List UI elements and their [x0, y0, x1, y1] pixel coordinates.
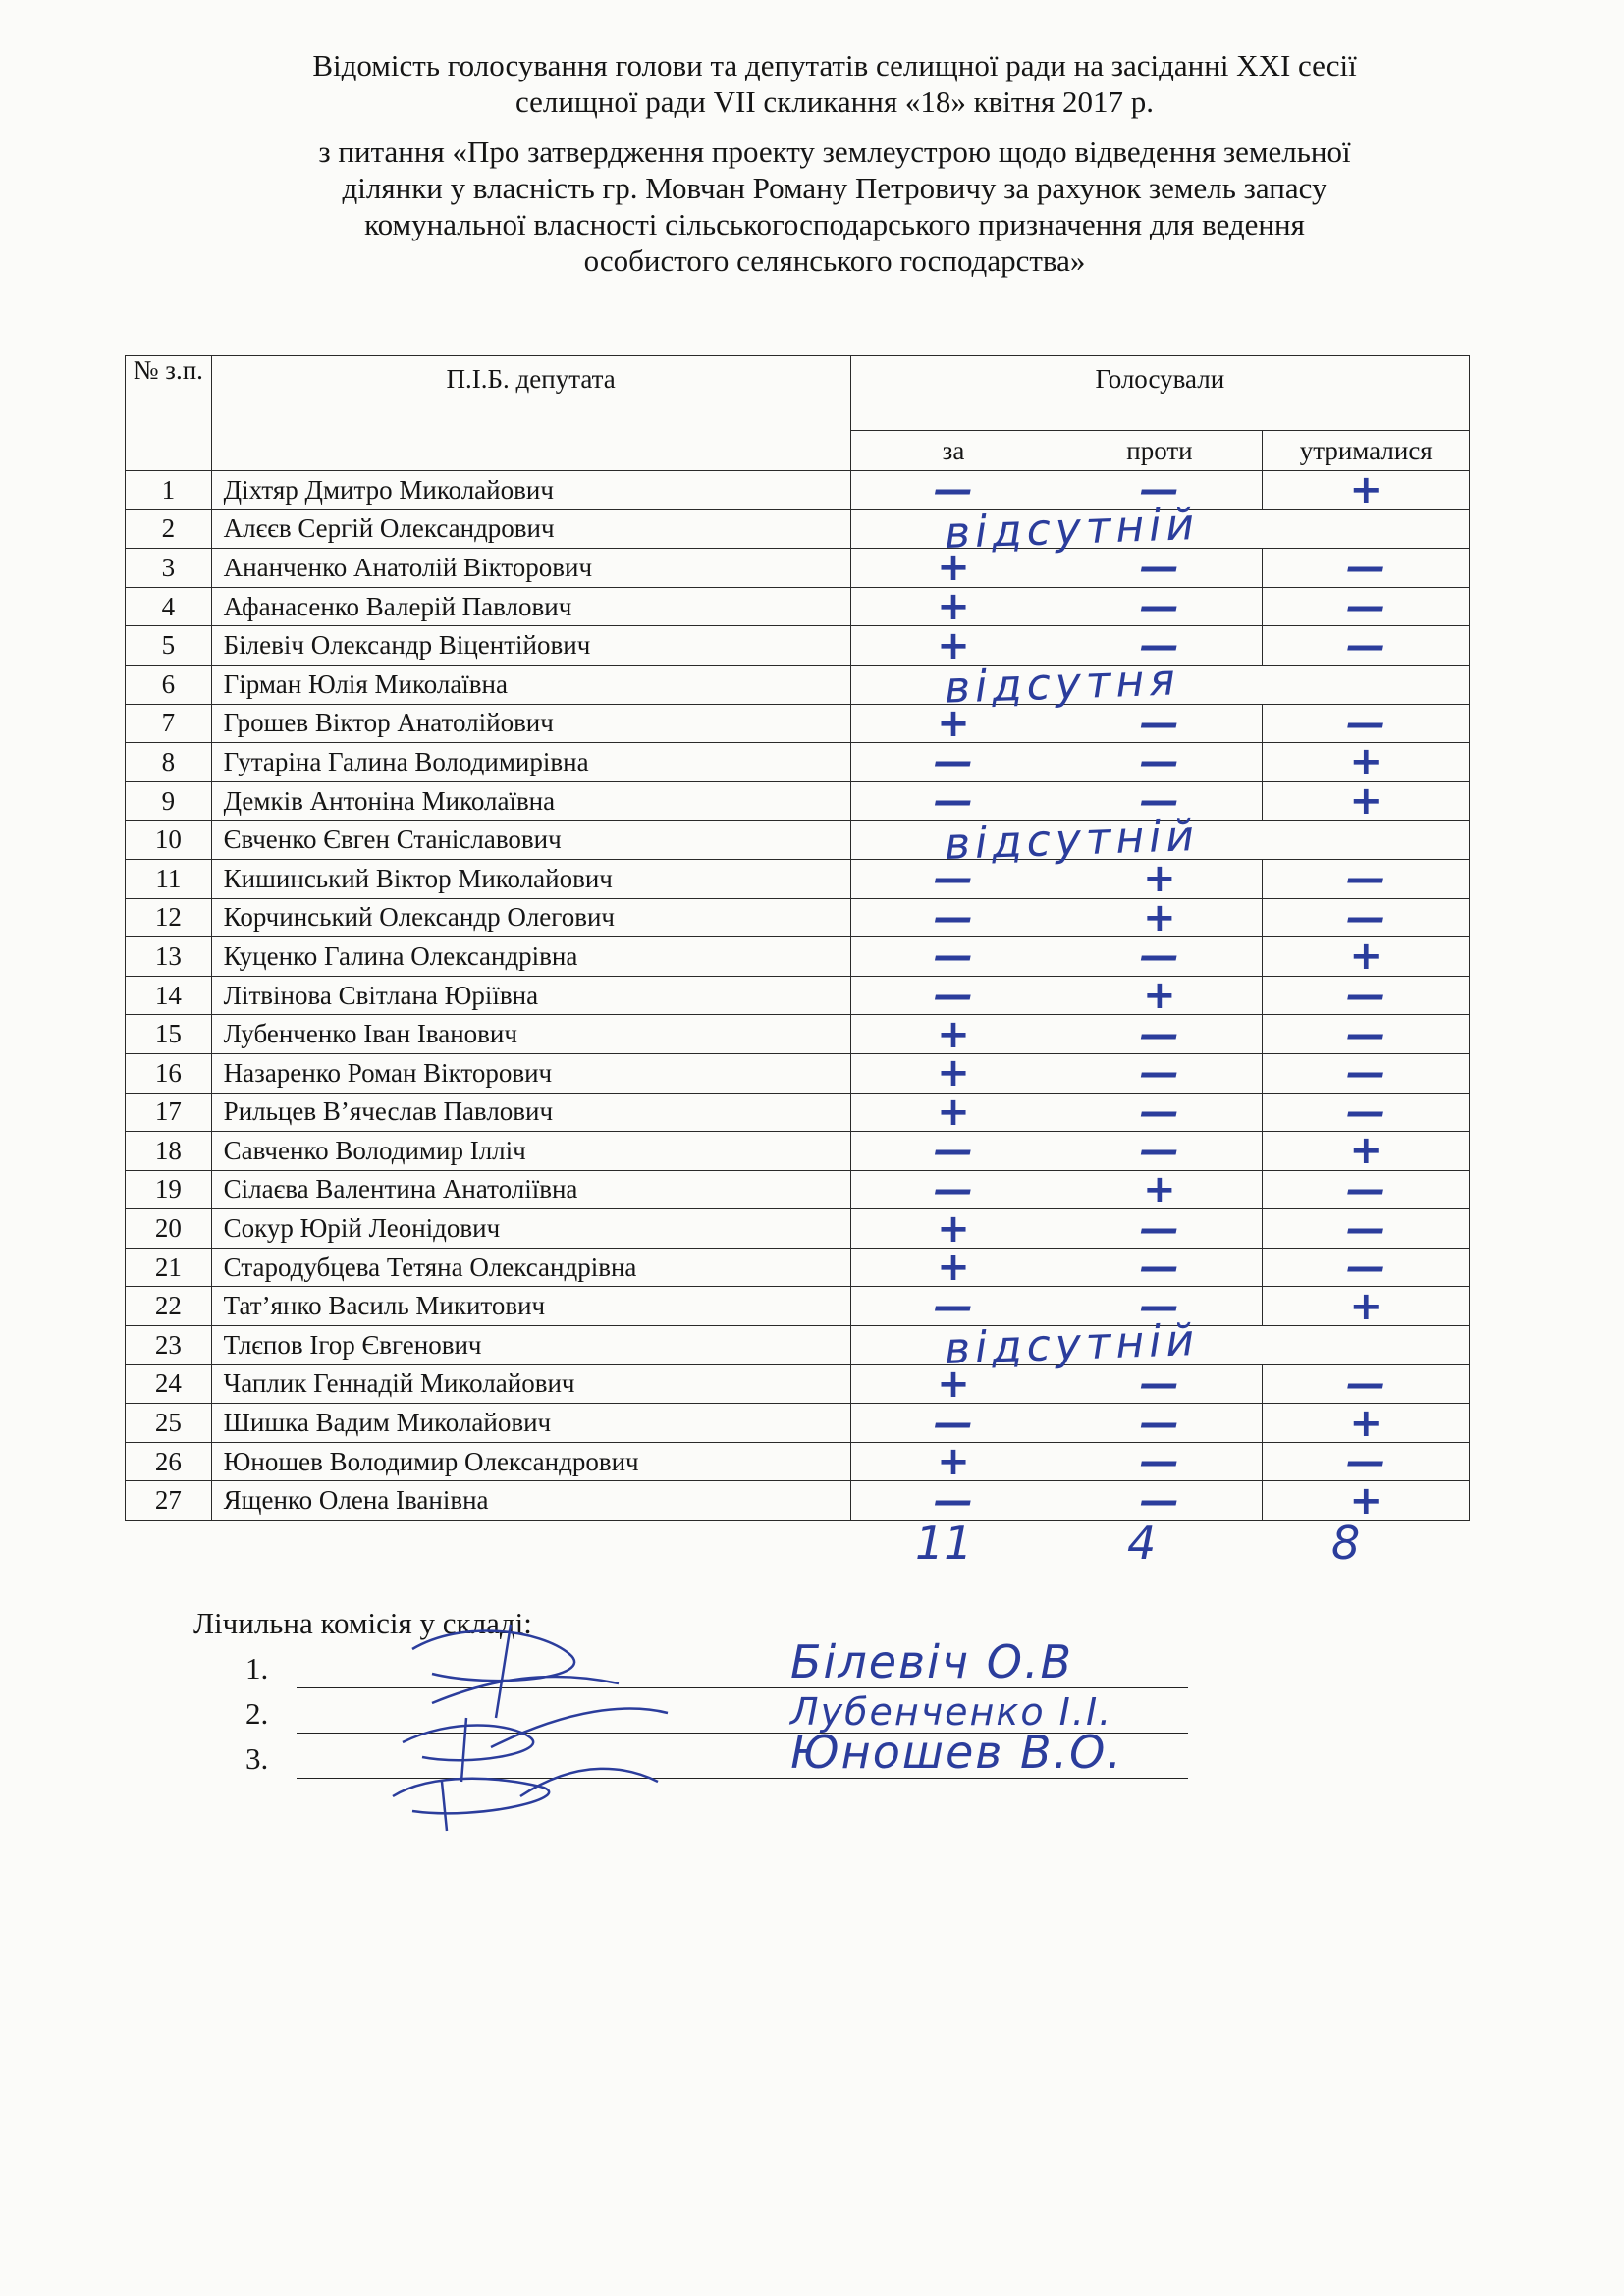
- vote-against-cell: [1056, 1361, 1263, 1407]
- vote-for-mark: +: [937, 1205, 970, 1252]
- deputy-name: Кишинський Віктор Миколайович: [211, 859, 850, 898]
- vote-for-mark: —: [934, 1166, 973, 1212]
- deputy-name: Грошев Віктор Анатолійович: [211, 704, 850, 743]
- vote-for-cell: [850, 622, 1056, 668]
- header-voted: [850, 356, 1469, 431]
- total-against: 4: [1127, 1517, 1157, 1570]
- vote-for-mark: +: [937, 1439, 970, 1485]
- vote-for-cell: [850, 973, 1056, 1019]
- deputy-name: Тлєпов Ігор Євгенович: [211, 1326, 850, 1365]
- row-number: 27: [126, 1481, 212, 1521]
- vote-for-mark: —: [934, 1128, 973, 1174]
- vote-for-cell: [850, 1089, 1056, 1135]
- row-number: 9: [126, 781, 212, 821]
- deputy-name: Білевіч Олександр Віцентійович: [211, 626, 850, 666]
- absent-note: відсутній: [943, 1315, 1200, 1375]
- deputy-name: Гірман Юлія Миколаївна: [211, 665, 850, 704]
- vote-abstain-mark: —: [1346, 700, 1386, 746]
- table-row: [126, 898, 1470, 937]
- vote-for-cell: [850, 1400, 1056, 1446]
- deputy-name: Рильцев В’ячеслав Павлович: [211, 1093, 850, 1132]
- table-row: [126, 1209, 1470, 1249]
- vote-abstain-mark: —: [1346, 1361, 1386, 1407]
- row-number: 24: [126, 1364, 212, 1404]
- table-row: [126, 1093, 1470, 1132]
- table-row: [126, 1170, 1470, 1209]
- row-number: 26: [126, 1442, 212, 1481]
- row-number: 20: [126, 1209, 212, 1249]
- vote-against-mark: —: [1139, 467, 1179, 513]
- vote-for-cell: [850, 1128, 1056, 1174]
- vote-abstain-mark: —: [1346, 622, 1386, 668]
- total-abstain: 8: [1331, 1517, 1361, 1570]
- vote-for-mark: —: [934, 856, 973, 902]
- row-number: 25: [126, 1404, 212, 1443]
- vote-against-cell: [1056, 1089, 1263, 1135]
- absent-cell: [850, 810, 1469, 870]
- vote-against-mark: —: [1139, 545, 1179, 591]
- vote-abstain-mark: —: [1346, 1050, 1386, 1096]
- deputy-name: Діхтяр Дмитро Миколайович: [211, 471, 850, 510]
- vote-against-mark: +: [1143, 1166, 1176, 1212]
- vote-abstain-mark: +: [1349, 934, 1382, 980]
- table-row: [126, 859, 1470, 898]
- vote-for-mark: —: [934, 739, 973, 785]
- deputy-name: Алєєв Сергій Олександрович: [211, 509, 850, 549]
- row-number: 1: [126, 471, 212, 510]
- member-number: 3.: [245, 1741, 269, 1776]
- vote-against-cell: [1056, 1439, 1263, 1485]
- vote-for-mark: —: [934, 894, 973, 940]
- vote-for-mark: +: [937, 584, 970, 630]
- vote-abstain-cell: [1263, 1011, 1470, 1057]
- vote-abstain-cell: [1263, 1245, 1470, 1291]
- vote-abstain-cell: [1263, 467, 1470, 513]
- table-row: [126, 937, 1470, 977]
- title-line: селищної ради VІІ скликання «18» квітня 2017 р.: [514, 84, 1155, 119]
- member-name: Юношев В.О.: [790, 1726, 1124, 1779]
- vote-abstain-cell: [1263, 856, 1470, 902]
- vote-against-cell: [1056, 1011, 1263, 1057]
- table-row: [126, 665, 1470, 704]
- vote-against-mark: —: [1139, 1400, 1179, 1446]
- row-number: 22: [126, 1287, 212, 1326]
- table-row: [126, 1132, 1470, 1171]
- vote-abstain-mark: +: [1349, 1400, 1382, 1446]
- vote-against-mark: +: [1143, 973, 1176, 1019]
- deputy-name: Афанасенко Валерій Павлович: [211, 587, 850, 626]
- vote-for-cell: [850, 778, 1056, 825]
- row-number: 13: [126, 937, 212, 977]
- absent-note: відсутній: [943, 499, 1200, 559]
- vote-for-cell: [850, 1166, 1056, 1212]
- vote-against-cell: [1056, 739, 1263, 785]
- vote-for-cell: [850, 1439, 1056, 1485]
- absent-cell: [850, 499, 1469, 559]
- commission-label: Лічильна комісія у складі:: [193, 1606, 532, 1640]
- vote-abstain-mark: +: [1349, 1283, 1382, 1329]
- vote-abstain-cell: [1263, 1089, 1470, 1135]
- vote-against-cell: [1056, 700, 1263, 746]
- vote-abstain-mark: +: [1349, 1477, 1382, 1523]
- header-name-label: П.І.Б. депутата: [446, 364, 616, 394]
- row-number: 6: [126, 665, 212, 704]
- vote-against-mark: —: [1139, 1361, 1179, 1407]
- vote-against-mark: —: [1139, 622, 1179, 668]
- row-number: 3: [126, 549, 212, 588]
- member-name: Білевіч О.В: [790, 1635, 1074, 1688]
- vote-abstain-cell: [1263, 1283, 1470, 1329]
- vote-against-mark: —: [1139, 1050, 1179, 1096]
- row-number: 19: [126, 1170, 212, 1209]
- table-row: [126, 1015, 1470, 1054]
- vote-for-cell: [850, 934, 1056, 980]
- vote-for-cell: [850, 545, 1056, 591]
- vote-abstain-cell: [1263, 1477, 1470, 1523]
- vote-against-mark: +: [1143, 894, 1176, 940]
- signature-scribbles: [373, 1610, 687, 1836]
- table-row: [126, 1326, 1470, 1365]
- deputy-name: Корчинський Олександр Олегович: [211, 898, 850, 937]
- vote-for-mark: +: [937, 622, 970, 668]
- vote-abstain-cell: [1263, 700, 1470, 746]
- deputy-name: Сілаєва Валентина Анатоліївна: [211, 1170, 850, 1209]
- deputy-name: Сокур Юрій Леонідович: [211, 1209, 850, 1249]
- vote-for-mark: —: [934, 973, 973, 1019]
- vote-against-mark: —: [1139, 1128, 1179, 1174]
- deputy-name: Гутаріна Галина Володимирівна: [211, 743, 850, 782]
- vote-abstain-mark: —: [1346, 1205, 1386, 1252]
- vote-for-cell: [850, 700, 1056, 746]
- title-line: ділянки у власність гр. Мовчан Роману Петровичу за рахунок земель запасу: [342, 171, 1327, 205]
- vote-for-cell: [850, 1050, 1056, 1096]
- deputy-name: Савченко Володимир Ілліч: [211, 1132, 850, 1171]
- vote-for-cell: [850, 1477, 1056, 1523]
- vote-for-mark: +: [937, 700, 970, 746]
- member-number: 2.: [245, 1696, 269, 1731]
- vote-for-cell: [850, 1361, 1056, 1407]
- deputy-name: Тат’янко Василь Микитович: [211, 1287, 850, 1326]
- vote-against-mark: —: [1139, 1245, 1179, 1291]
- table-row: [126, 1404, 1470, 1443]
- table-row: [126, 471, 1470, 510]
- deputy-name: Ананченко Анатолій Вікторович: [211, 549, 850, 588]
- header-number: № з.п.: [126, 356, 212, 471]
- title-line: комунальної власності сільськогосподарського призначення для ведення: [364, 207, 1305, 241]
- vote-against-mark: —: [1139, 1205, 1179, 1252]
- member-number: 1.: [245, 1651, 269, 1685]
- row-number: 11: [126, 859, 212, 898]
- voting-rows: [126, 467, 1470, 1523]
- table-row: [126, 781, 1470, 821]
- row-number: 10: [126, 821, 212, 860]
- row-number: 23: [126, 1326, 212, 1365]
- vote-for-mark: —: [934, 467, 973, 513]
- vote-against-mark: +: [1143, 856, 1176, 902]
- vote-abstain-mark: —: [1346, 1011, 1386, 1057]
- vote-abstain-cell: [1263, 739, 1470, 785]
- vote-abstain-mark: +: [1349, 778, 1382, 825]
- vote-against-mark: —: [1139, 1439, 1179, 1485]
- deputy-name: Літвінова Світлана Юріївна: [211, 976, 850, 1015]
- vote-against-cell: [1056, 934, 1263, 980]
- vote-abstain-mark: —: [1346, 856, 1386, 902]
- row-number: 15: [126, 1015, 212, 1054]
- vote-against-cell: [1056, 1166, 1263, 1212]
- row-number: 21: [126, 1248, 212, 1287]
- vote-abstain-mark: —: [1346, 1439, 1386, 1485]
- vote-abstain-mark: —: [1346, 1166, 1386, 1212]
- vote-abstain-mark: —: [1346, 894, 1386, 940]
- vote-for-mark: —: [934, 1400, 973, 1446]
- deputy-name: Євченко Євген Станіславович: [211, 821, 850, 860]
- table-row: [126, 976, 1470, 1015]
- deputy-name: Шишка Вадим Миколайович: [211, 1404, 850, 1443]
- vote-for-mark: —: [934, 1477, 973, 1523]
- total-for: 11: [915, 1517, 973, 1570]
- vote-abstain-cell: [1263, 1166, 1470, 1212]
- table-row: [126, 1053, 1470, 1093]
- document-title: [147, 47, 1522, 120]
- document-subject: [147, 133, 1522, 279]
- vote-for-mark: +: [937, 1089, 970, 1135]
- vote-for-mark: +: [937, 1050, 970, 1096]
- vote-abstain-cell: [1263, 584, 1470, 630]
- vote-against-cell: [1056, 1050, 1263, 1096]
- vote-against-mark: —: [1139, 1011, 1179, 1057]
- table-row: [126, 1442, 1470, 1481]
- row-number: 16: [126, 1053, 212, 1093]
- vote-for-cell: [850, 739, 1056, 785]
- vote-abstain-cell: [1263, 894, 1470, 940]
- row-number: 12: [126, 898, 212, 937]
- vote-abstain-mark: —: [1346, 1089, 1386, 1135]
- header-for: за: [850, 431, 1056, 471]
- header-name: [211, 356, 850, 471]
- vote-against-cell: [1056, 584, 1263, 630]
- vote-for-mark: +: [937, 1361, 970, 1407]
- vote-abstain-cell: [1263, 1128, 1470, 1174]
- vote-abstain-cell: [1263, 545, 1470, 591]
- vote-for-mark: —: [934, 1283, 973, 1329]
- vote-for-mark: —: [934, 934, 973, 980]
- vote-against-mark: —: [1139, 934, 1179, 980]
- vote-for-cell: [850, 1283, 1056, 1329]
- vote-against-mark: —: [1139, 584, 1179, 630]
- table-row: [126, 704, 1470, 743]
- vote-abstain-cell: [1263, 1439, 1470, 1485]
- table-row: [126, 1364, 1470, 1404]
- row-number: 17: [126, 1093, 212, 1132]
- vote-abstain-cell: [1263, 622, 1470, 668]
- deputy-name: Демків Антоніна Миколаївна: [211, 781, 850, 821]
- table-row: [126, 587, 1470, 626]
- vote-for-mark: +: [937, 1011, 970, 1057]
- deputy-name: Стародубцева Тетяна Олександрівна: [211, 1248, 850, 1287]
- row-number: 7: [126, 704, 212, 743]
- vote-against-mark: —: [1139, 1089, 1179, 1135]
- vote-for-cell: [850, 584, 1056, 630]
- row-number: 8: [126, 743, 212, 782]
- vote-abstain-cell: [1263, 1050, 1470, 1096]
- vote-for-cell: [850, 1245, 1056, 1291]
- row-number: 5: [126, 626, 212, 666]
- vote-abstain-cell: [1263, 973, 1470, 1019]
- row-number: 18: [126, 1132, 212, 1171]
- row-number: 4: [126, 587, 212, 626]
- vote-against-cell: [1056, 1400, 1263, 1446]
- table-row: [126, 743, 1470, 782]
- vote-abstain-mark: +: [1349, 467, 1382, 513]
- vote-for-mark: +: [937, 545, 970, 591]
- vote-abstain-mark: —: [1346, 973, 1386, 1019]
- title-line: з питання «Про затвердження проекту землеустрою щодо відведення земельної: [318, 134, 1351, 169]
- vote-abstain-mark: —: [1346, 545, 1386, 591]
- vote-against-cell: [1056, 1477, 1263, 1523]
- vote-against-cell: [1056, 545, 1263, 591]
- vote-abstain-mark: +: [1349, 1128, 1382, 1174]
- absent-cell: [850, 1315, 1469, 1375]
- table-row: [126, 509, 1470, 549]
- vote-against-mark: —: [1139, 1283, 1179, 1329]
- vote-against-mark: —: [1139, 739, 1179, 785]
- table-row: [126, 549, 1470, 588]
- vote-against-mark: —: [1139, 1477, 1179, 1523]
- absent-cell: [850, 655, 1469, 714]
- member-name: Лубенченко І.І.: [790, 1690, 1113, 1734]
- header-against: проти: [1056, 431, 1263, 471]
- vote-for-cell: [850, 1011, 1056, 1057]
- vote-abstain-mark: +: [1349, 739, 1382, 785]
- vote-against-cell: [1056, 1128, 1263, 1174]
- vote-abstain-cell: [1263, 934, 1470, 980]
- vote-against-mark: —: [1139, 778, 1179, 825]
- deputy-name: Куценко Галина Олександрівна: [211, 937, 850, 977]
- row-number: 2: [126, 509, 212, 549]
- vote-for-mark: —: [934, 778, 973, 825]
- vote-for-cell: [850, 1205, 1056, 1252]
- deputy-name: Юношев Володимир Олександрович: [211, 1442, 850, 1481]
- header-abstain: утрималися: [1263, 431, 1470, 471]
- vote-for-mark: +: [937, 1245, 970, 1291]
- vote-abstain-cell: [1263, 1205, 1470, 1252]
- table-row: [126, 1248, 1470, 1287]
- vote-against-cell: [1056, 973, 1263, 1019]
- vote-abstain-cell: [1263, 778, 1470, 825]
- title-line: особистого селянського господарства»: [583, 243, 1086, 278]
- row-number: 14: [126, 976, 212, 1015]
- absent-note: відсутня: [943, 655, 1181, 714]
- vote-for-cell: [850, 894, 1056, 940]
- vote-abstain-cell: [1263, 1361, 1470, 1407]
- vote-abstain-mark: —: [1346, 1245, 1386, 1291]
- deputy-name: Назаренко Роман Вікторович: [211, 1053, 850, 1093]
- voting-table: [125, 355, 1470, 1521]
- vote-abstain-mark: —: [1346, 584, 1386, 630]
- vote-for-cell: [850, 856, 1056, 902]
- vote-for-cell: [850, 467, 1056, 513]
- vote-against-cell: [1056, 856, 1263, 902]
- vote-against-cell: [1056, 1245, 1263, 1291]
- deputy-name: Чаплик Геннадій Миколайович: [211, 1364, 850, 1404]
- absent-note: відсутній: [943, 810, 1200, 870]
- vote-abstain-cell: [1263, 1400, 1470, 1446]
- table-row: [126, 821, 1470, 860]
- title-line: Відомість голосування голови та депутатів селищної ради на засіданні ХХІ сесії: [312, 48, 1357, 82]
- deputy-name: Лубенченко Іван Іванович: [211, 1015, 850, 1054]
- vote-against-mark: —: [1139, 700, 1179, 746]
- table-row: [126, 1481, 1470, 1521]
- table-row: [126, 626, 1470, 666]
- vote-against-cell: [1056, 894, 1263, 940]
- vote-against-cell: [1056, 1205, 1263, 1252]
- deputy-name: Ященко Олена Іванівна: [211, 1481, 850, 1521]
- table-row: [126, 1287, 1470, 1326]
- header-voted-label: Голосували: [1095, 364, 1225, 394]
